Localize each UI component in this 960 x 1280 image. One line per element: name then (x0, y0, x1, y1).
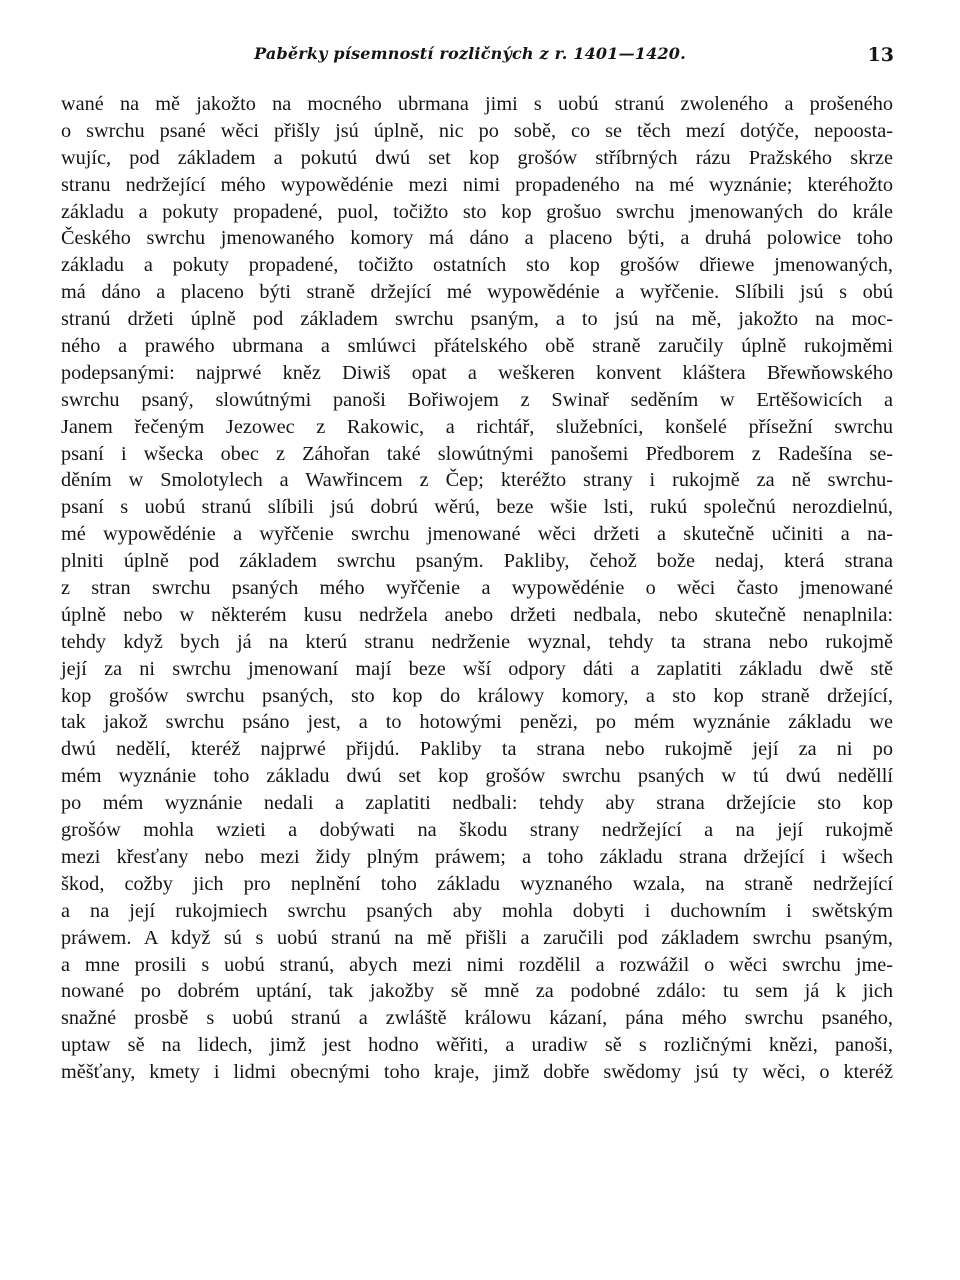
text-line: dwú nedělí, kteréž najprwé přijdú. Pakliby ta strana nebo rukojmě její za ni po (61, 738, 893, 761)
text-line: mém wyznánie toho základu dwú set kop grošów swrchu psaných w tú dwú neděllí (61, 765, 893, 788)
text-line: podepsanými: najprwé kněz Diwiš opat a weškeren konvent kláštera Břewňowského (61, 361, 893, 384)
body-text (61, 91, 893, 1086)
text-line: a mne prosili s uobú stranú, abych mezi nimi rozdělil a rozwážil o wěci swrchu jme- (61, 953, 893, 976)
text-line: práwem. A když sú s uobú stranú na mě přišli a zaručili pod základem swrchu psaným, (61, 926, 893, 949)
text-line: z stran swrchu psaných mého wyřčenie a wypowědénie o wěci často jmenowané (61, 577, 893, 600)
text-line: má dáno a placeno býti straně držející mé wypowědénie a wyřčenie. Slíbili jsú s obú (61, 281, 893, 304)
text-line: nowané po dobrém uptání, tak jakožby sě mně za podobné zdálo: tu sem já k jich (61, 980, 893, 1003)
text-line: grošów mohla wzieti a dobýwati na škodu strany nedržející a na její rukojmě (61, 819, 893, 842)
text-line: o swrchu psané wěci přišly jsú úplně, nic po sobě, co se těch mezí dotýče, nepoosta- (61, 119, 893, 142)
text-line: a na její rukojmiech swrchu psaných aby mohla dobyti i duchowním i swětským (61, 899, 893, 922)
text-line: psaní i wšecka obec z Záhořan také slowútnými panošemi Předborem z Radešína se- (61, 442, 893, 465)
text-line: škod, cožby jich pro neplnění toho základu wyznaného wzala, na straně nedržející (61, 872, 893, 895)
text-line: děním w Smolotylech a Wawřincem z Čep; kteréžto strany i rukojmě za ně swrchu- (61, 469, 893, 492)
text-line: plniti úplně pod základem swrchu psaným. Pakliby, čehož bože nedaj, která strana (61, 550, 893, 573)
text-line: základu a pokuty propadené, točižto ostatních sto kop grošów dřiewe jmenowaných, (61, 254, 893, 277)
text-line: swrchu psaný, slowútnými panoši Bořiwojem z Swinař seděním w Ertěšowicích a (61, 388, 893, 411)
text-line: tak jakož swrchu psáno jest, a to hotowými penězi, po mém wyznánie základu we (61, 711, 893, 734)
text-line: mezi křesťany nebo mezi židy plným práwem; a toho základu strana držející i wšech (61, 845, 893, 868)
text-line: psaní s uobú stranú slíbili jsú dobrú wěrú, beze wšie lsti, rukú společnú nerozdielnú, (61, 496, 893, 519)
text-line: stranú držeti úplně pod základem swrchu psaným, a to jsú na mě, jakožto na moc- (61, 308, 893, 331)
text-line: úplně nebo w některém kusu nedržela anebo držeti nedbala, nebo skutečně nenaplnila: (61, 603, 893, 626)
page-number: 13 (867, 44, 894, 66)
text-line: ného a prawého ubrmana a smlúwci přátelského obě straně zaručily úplně rukojměmi (61, 335, 893, 358)
text-line: tehdy když bych já na kterú stranu nedrženie wyznal, tehdy ta strana nebo rukojmě (61, 630, 893, 653)
text-line: stranu nedržející mého wypowědénie mezi nimi propadeného na mé wyznánie; kteréhožto (61, 173, 893, 196)
text-line: měšťany, kmety i lidmi obecnými toho kraje, jimž dobře swědomy jsú ty wěci, o kteréž (61, 1061, 893, 1084)
text-line: její za ni swrchu jmenowaní mají beze wší odpory dáti a zaplatiti základu dwě stě (61, 657, 893, 680)
text-line: Janem řečeným Jezowec z Rakowic, a richtář, služebníci, konšelé přísežní swrchu (61, 415, 893, 438)
text-line: základu a pokuty propadené, puol, točižto sto kop grošuo swrchu jmenowaných do krále (61, 200, 893, 223)
text-line: wujíc, pod základem a pokutú dwú set kop grošów stříbrných rázu Pražského skrze (61, 146, 893, 169)
text-line: mé wypowědénie a wyřčenie swrchu jmenowané wěci držeti a skutečně učiniti a na- (61, 523, 893, 546)
text-line: kop grošów swrchu psaných, sto kop do králowy komory, a sto kop straně držející, (61, 684, 893, 707)
text-line: po mém wyznánie nedali a zaplatiti nedbali: tehdy aby strana držejície sto kop (61, 792, 893, 815)
text-line: snažné prosbě s uobú stranú a zwláště králowu kázaní, pána mého swrchu psaného, (61, 1007, 893, 1030)
text-line: Českého swrchu jmenowaného komory má dáno a placeno býti, a druhá polowice toho (61, 227, 893, 250)
text-line: wané na mě jakožto na mocného ubrmana jimi s uobú stranú zwoleného a prošeného (61, 93, 893, 115)
running-head: Paběrky písemností rozličných z r. 1401—1420. (254, 44, 686, 63)
text-line: uptaw sě na lidech, jimž jest hodno wěřiti, a uradiw sě s rozličnými knězi, panoši, (61, 1034, 893, 1057)
